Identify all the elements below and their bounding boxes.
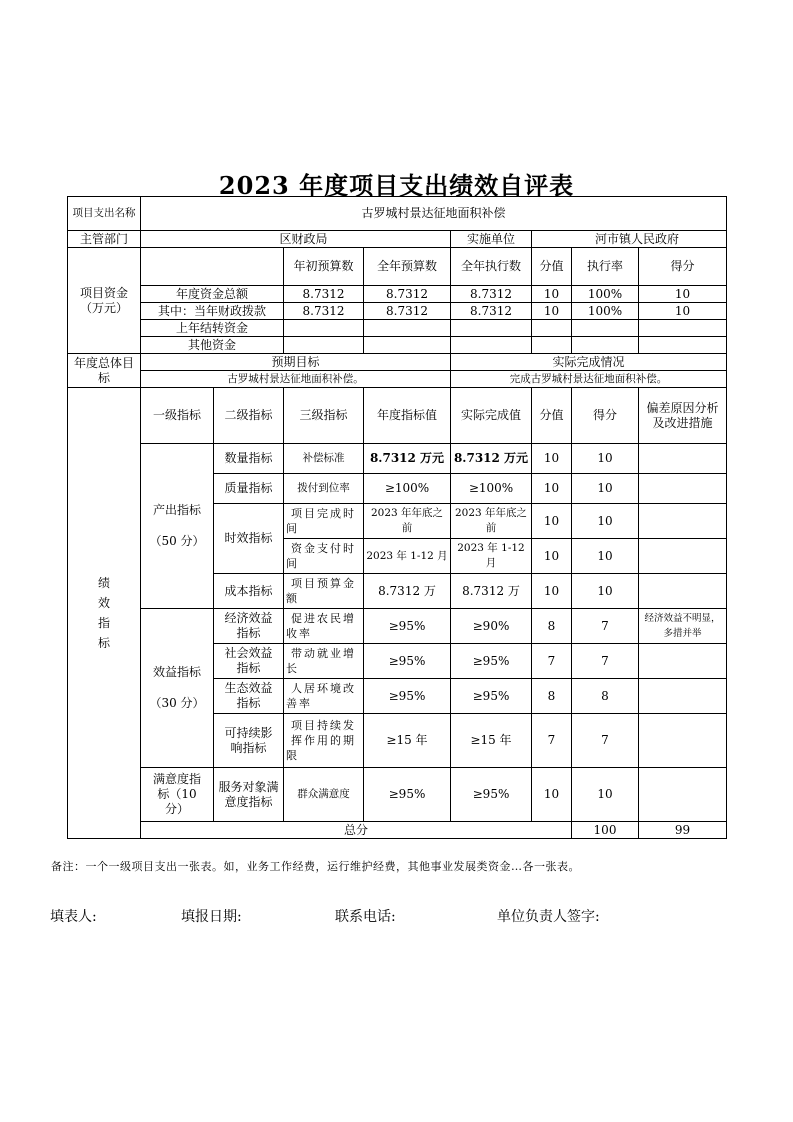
level3: 补偿标准 (284, 444, 364, 474)
level1-satisfaction (141, 768, 214, 822)
score: 7 (572, 609, 639, 644)
funds-score-value (532, 337, 572, 354)
funds-score-value: 10 (532, 286, 572, 303)
funds-row-label: 上年结转资金 (141, 320, 284, 337)
col-full-budget: 全年预算数 (364, 248, 451, 286)
col-exec-rate: 执行率 (572, 248, 639, 286)
funds-header-row (68, 248, 727, 286)
reason (639, 444, 727, 474)
funds-rate: 100% (572, 286, 639, 303)
funds-score-value (532, 320, 572, 337)
col-target: 年度指标值 (364, 388, 451, 444)
funds-row-label: 其中：当年财政拨款 (141, 303, 284, 320)
funds-score-value: 10 (532, 303, 572, 320)
level2 (214, 679, 284, 714)
level2 (214, 609, 284, 644)
score-value: 10 (532, 444, 572, 474)
reason (639, 574, 727, 609)
score: 7 (572, 714, 639, 768)
filler-label: 填表人: (50, 909, 97, 925)
level2-text: 社会效益指标 (224, 646, 273, 675)
funds-rate: 100% (572, 303, 639, 320)
col-reason: 偏差原因分析及改进措施 (639, 388, 727, 444)
score: 10 (572, 504, 639, 539)
funds-exec (451, 320, 532, 337)
goals-label: 年度总体目标 (68, 354, 141, 388)
goals-actual-label: 实际完成情况 (451, 354, 727, 371)
target: ≥100% (364, 474, 451, 504)
funds-score: 10 (639, 286, 727, 303)
level2: 时效指标 (214, 504, 284, 574)
level2-text: 可持续影响指标 (224, 725, 273, 755)
dept-label: 主管部门 (68, 231, 141, 248)
indicator-header-row (68, 388, 727, 444)
level3: 资金支付时间 (284, 539, 364, 574)
target: 2023 年年底之前 (364, 504, 451, 539)
level3: 人居环境改善率 (284, 679, 364, 714)
level2 (214, 644, 284, 679)
reason (639, 644, 727, 679)
funds-rate (572, 320, 639, 337)
level2: 数量指标 (214, 444, 284, 474)
actual: ≥15 年 (451, 714, 532, 768)
level3: 群众满意度 (284, 768, 364, 822)
funds-score (639, 337, 727, 354)
funds-full (364, 337, 451, 354)
indicators-section-text: 绩效指标 (97, 576, 110, 650)
funds-full (364, 320, 451, 337)
total-label: 总分 (141, 822, 572, 839)
level3: 项目完成时间 (284, 504, 364, 539)
date-label: 填报日期: (181, 909, 242, 925)
score-value: 10 (532, 474, 572, 504)
funds-full: 8.7312 (364, 286, 451, 303)
dept-value: 区财政局 (141, 231, 451, 248)
indicator-row (68, 444, 727, 474)
col-level2: 二级指标 (214, 388, 284, 444)
col-actual: 实际完成值 (451, 388, 532, 444)
score: 10 (572, 474, 639, 504)
level3: 项目持续发挥作用的期限 (284, 714, 364, 768)
funds-full: 8.7312 (364, 303, 451, 320)
goals-expected-label: 预期目标 (141, 354, 451, 371)
reason (639, 504, 727, 539)
col-initial-budget: 年初预算数 (284, 248, 364, 286)
leader-signature-label: 单位负责人签字: (497, 909, 600, 925)
total-row (68, 822, 727, 839)
score-value: 10 (532, 574, 572, 609)
score-value: 10 (532, 539, 572, 574)
level3: 促进农民增收率 (284, 609, 364, 644)
funds-initial: 8.7312 (284, 286, 364, 303)
col-full-exec: 全年执行数 (451, 248, 532, 286)
target: ≥95% (364, 609, 451, 644)
actual: 2023 年年底之前 (451, 504, 532, 539)
phone-label: 联系电话: (335, 909, 396, 925)
target: 2023 年 1-12 月 (364, 539, 451, 574)
project-name-row (68, 197, 727, 231)
reason (639, 539, 727, 574)
funds-rate (572, 337, 639, 354)
target: ≥95% (364, 644, 451, 679)
self-evaluation-table (67, 196, 727, 839)
target: 8.7312 万元 (364, 444, 451, 474)
funds-row-label: 年度资金总额 (141, 286, 284, 303)
level1-benefit-points: （30 分） (149, 696, 205, 710)
col-score-value: 分值 (532, 388, 572, 444)
col-score: 得分 (639, 248, 727, 286)
target: ≥15 年 (364, 714, 451, 768)
funds-exec: 8.7312 (451, 303, 532, 320)
level1-output (141, 444, 214, 609)
goals-actual: 完成古罗城村景达征地面积补偿。 (451, 371, 727, 388)
actual: ≥95% (451, 768, 532, 822)
reason (639, 474, 727, 504)
reason (639, 679, 727, 714)
level2 (214, 768, 284, 822)
funds-initial: 8.7312 (284, 303, 364, 320)
level3: 带动就业增长 (284, 644, 364, 679)
actual: ≥90% (451, 609, 532, 644)
level1-benefit-label: 效益指标 (152, 665, 201, 679)
level1-output-points: （50 分） (149, 534, 205, 548)
funds-header-blank (141, 248, 284, 286)
actual: ≥95% (451, 679, 532, 714)
col-score: 得分 (572, 388, 639, 444)
actual: 2023 年 1-12 月 (451, 539, 532, 574)
score: 10 (572, 574, 639, 609)
funds-score (639, 320, 727, 337)
reason (639, 714, 727, 768)
col-level1: 一级指标 (141, 388, 214, 444)
funds-exec (451, 337, 532, 354)
indicator-row (68, 609, 727, 644)
goals-header-row (68, 354, 727, 371)
funds-label: 项目资金（万元） (68, 248, 141, 354)
total-score: 99 (639, 822, 727, 839)
footnote: 备注：一个一级项目支出一张表。如，业务工作经费，运行维护经费，其他事业发展类资金…各一张表。 (51, 860, 580, 873)
funds-score: 10 (639, 303, 727, 320)
score-value: 7 (532, 714, 572, 768)
total-score-value: 100 (572, 822, 639, 839)
actual: 8.7312 万 (451, 574, 532, 609)
target: ≥95% (364, 768, 451, 822)
score-value: 7 (532, 644, 572, 679)
level2: 成本指标 (214, 574, 284, 609)
funds-row (68, 320, 727, 337)
level2-text: 生态效益指标 (224, 681, 273, 710)
funds-row-label: 其他资金 (141, 337, 284, 354)
level2-text: 服务对象满意度指标 (218, 779, 279, 809)
col-level3: 三级指标 (284, 388, 364, 444)
score-value: 10 (532, 504, 572, 539)
actual: 8.7312 万元 (451, 444, 532, 474)
funds-row (68, 337, 727, 354)
impl-value: 河市镇人民政府 (532, 231, 727, 248)
level1-satisfaction-label: 满意度指标（10 分） (152, 772, 201, 816)
score-value: 8 (532, 679, 572, 714)
actual: ≥100% (451, 474, 532, 504)
funds-exec: 8.7312 (451, 286, 532, 303)
score: 8 (572, 679, 639, 714)
project-name-label: 项目支出名称 (68, 197, 141, 231)
score: 7 (572, 644, 639, 679)
level2-text: 经济效益指标 (224, 611, 273, 640)
col-score-value: 分值 (532, 248, 572, 286)
reason (639, 768, 727, 822)
target: ≥95% (364, 679, 451, 714)
level3: 项目预算金额 (284, 574, 364, 609)
department-row (68, 231, 727, 248)
score: 10 (572, 768, 639, 822)
goals-expected: 古罗城村景达征地面积补偿。 (141, 371, 451, 388)
score-value: 10 (532, 768, 572, 822)
funds-initial (284, 320, 364, 337)
level3: 拨付到位率 (284, 474, 364, 504)
actual: ≥95% (451, 644, 532, 679)
page-title: 2023 年度项目支出绩效自评表 (218, 171, 575, 200)
score: 10 (572, 444, 639, 474)
funds-row (68, 303, 727, 320)
impl-label: 实施单位 (451, 231, 532, 248)
level2: 质量指标 (214, 474, 284, 504)
target: 8.7312 万 (364, 574, 451, 609)
level1-output-label: 产出指标 (152, 503, 201, 517)
project-name: 古罗城村景达征地面积补偿 (141, 197, 727, 231)
indicators-section-label (68, 388, 141, 839)
score-value: 8 (532, 609, 572, 644)
funds-row (68, 286, 727, 303)
level1-benefit (141, 609, 214, 768)
reason: 经济效益不明显，多措并举 (639, 609, 727, 644)
funds-initial (284, 337, 364, 354)
indicator-row (68, 768, 727, 822)
goals-row (68, 371, 727, 388)
score: 10 (572, 539, 639, 574)
level2 (214, 714, 284, 768)
